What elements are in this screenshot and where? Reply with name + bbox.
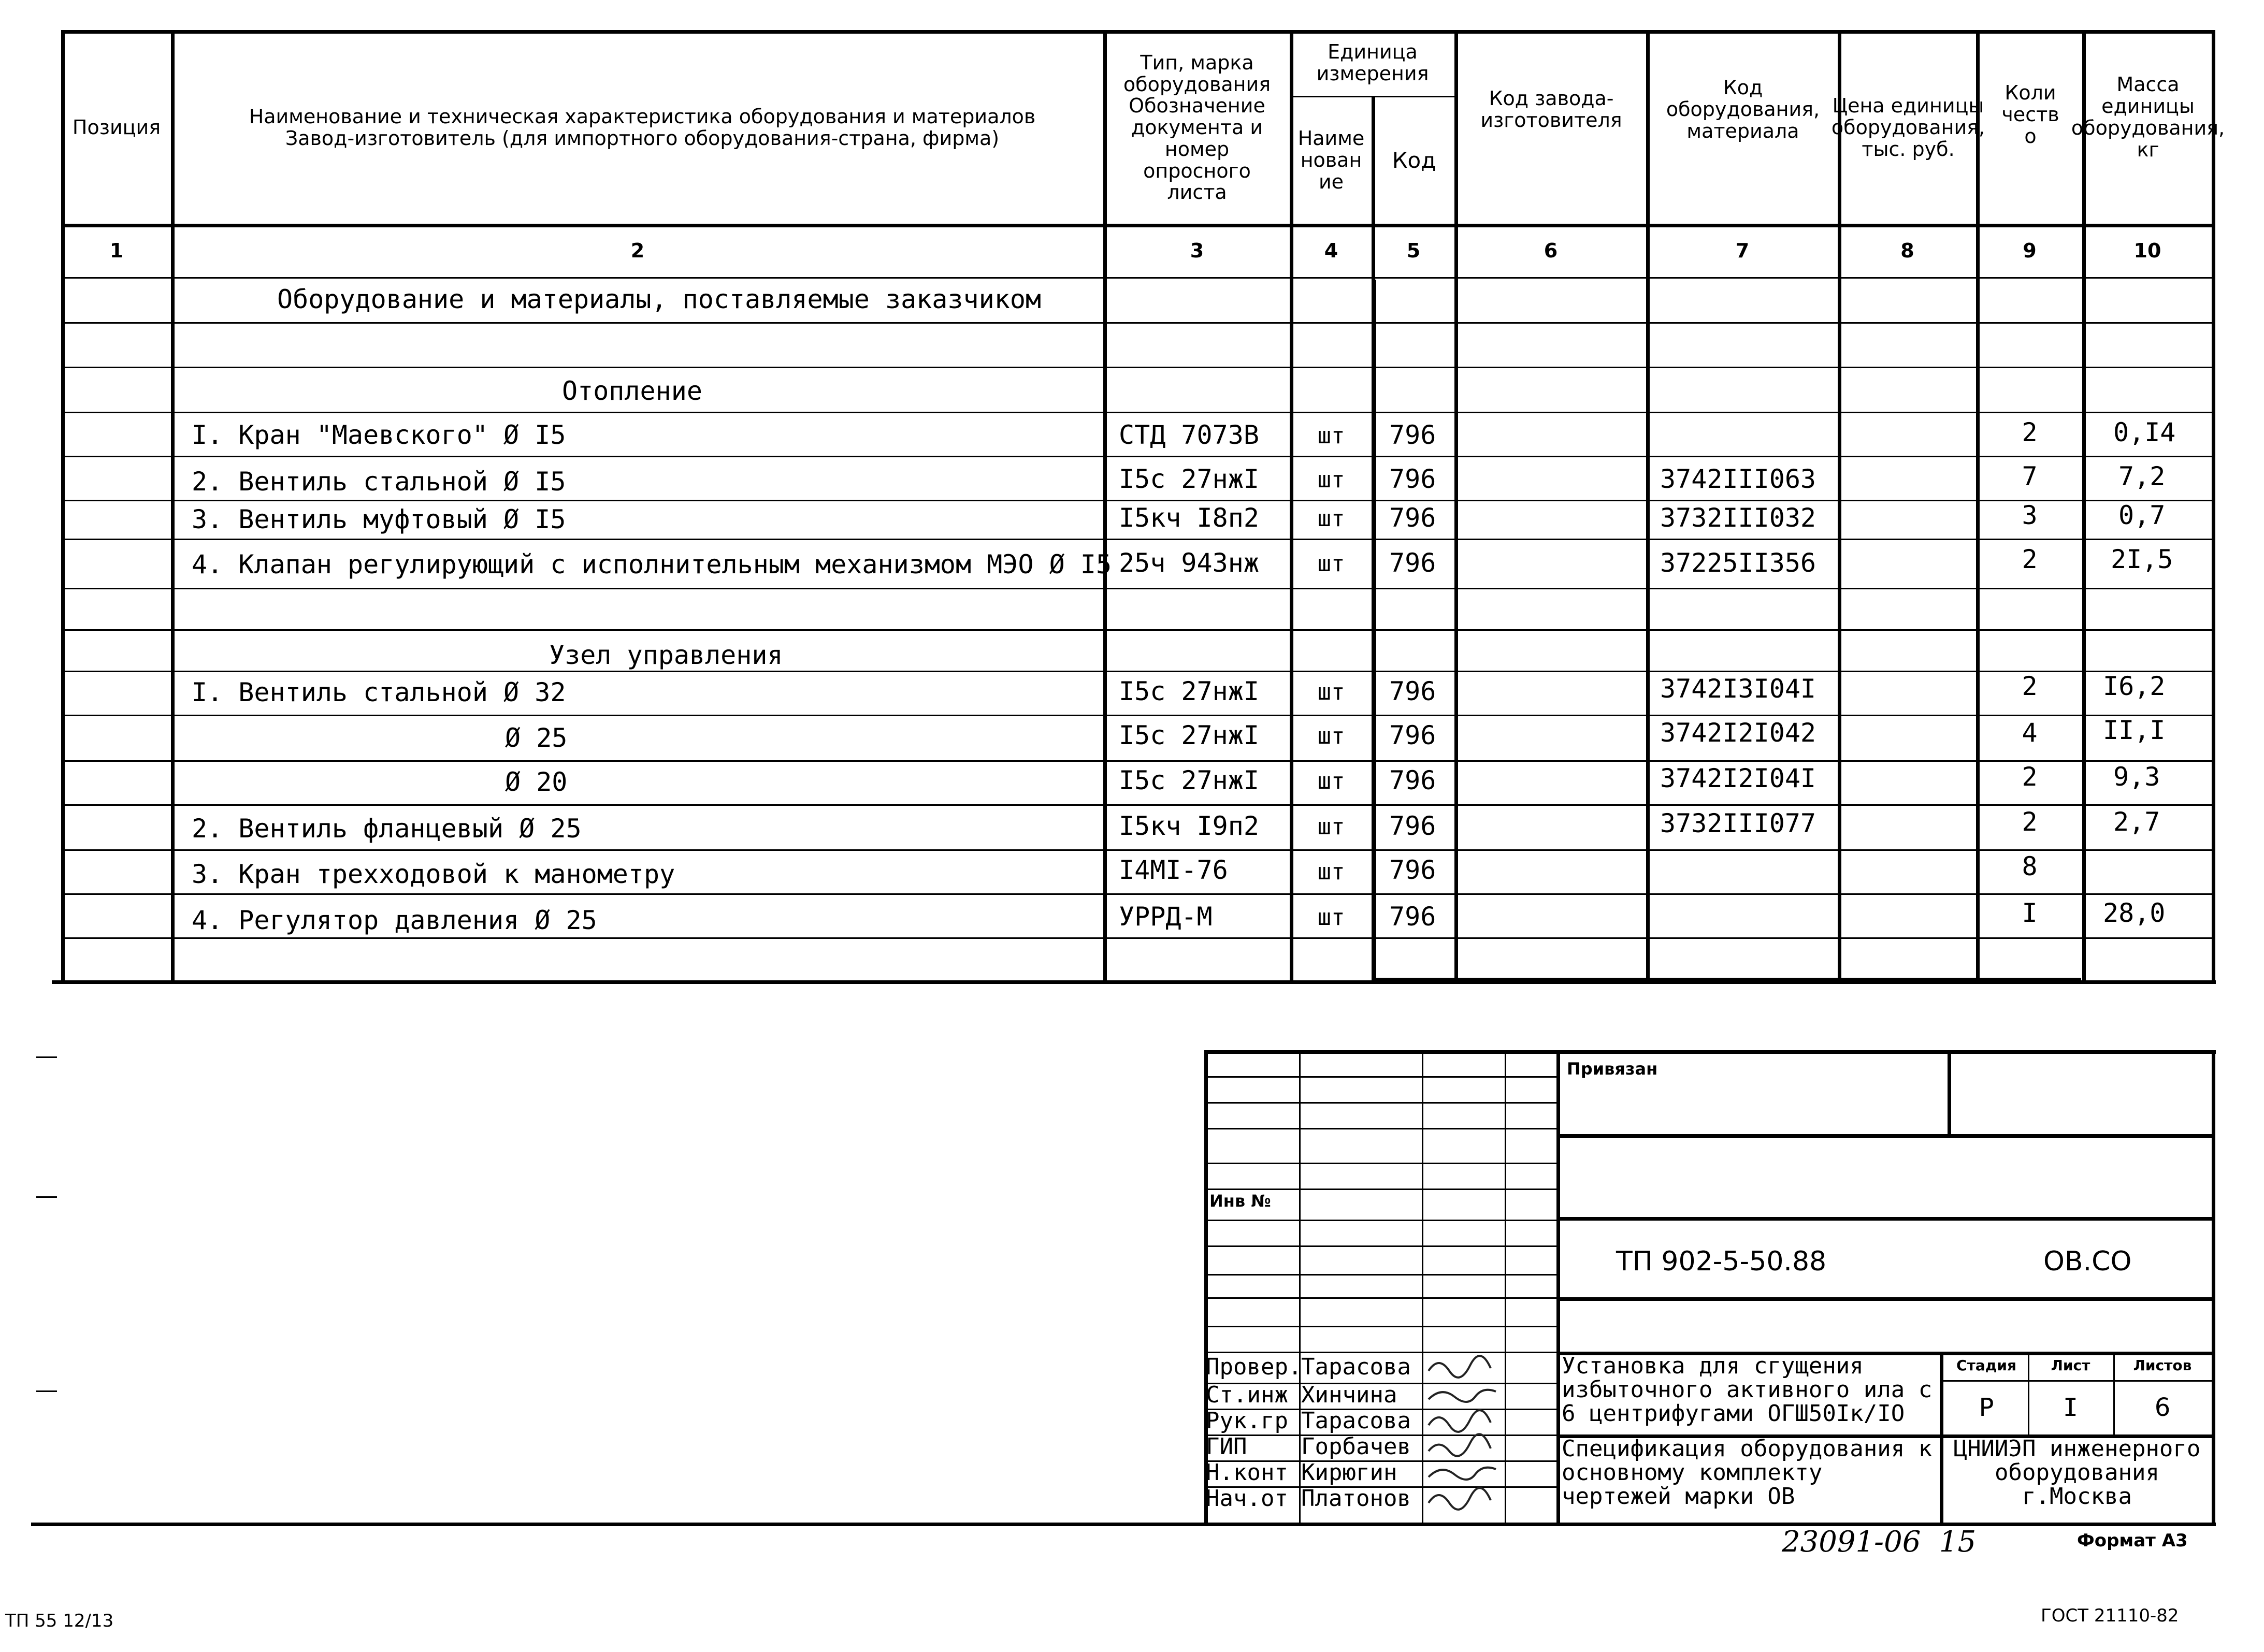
item-unit: шт — [1317, 768, 1345, 794]
item-name: I. Вентиль стальной Ø 32 — [192, 677, 566, 707]
header-type: Тип, марка оборудования Обозначение документа и номер опросного листа — [1123, 51, 1271, 204]
item-mass: I6,2 — [2103, 671, 2166, 701]
item-unit: шт — [1317, 467, 1345, 493]
item-unit: шт — [1317, 550, 1345, 577]
item-qty: I — [2022, 898, 2038, 928]
document-mark: ОВ.СО — [2043, 1246, 2132, 1277]
header-unit-group: Единица измерения — [1316, 40, 1429, 85]
column-number: 5 — [1406, 239, 1421, 262]
role-label: Рук.гр — [1206, 1408, 1288, 1434]
item-qty: 2 — [2022, 762, 2038, 792]
document-code: ТП 902-5-50.88 — [1616, 1246, 1827, 1277]
item-material-code: 3742I2I04I — [1660, 763, 1816, 793]
privyazan-label: Привязан — [1567, 1059, 1658, 1079]
stage-value: Р — [1979, 1393, 1994, 1422]
item-name: 4. Регулятор давления Ø 25 — [192, 905, 597, 935]
footer-left-code: ТП 55 12/13 — [5, 1611, 114, 1631]
item-qty: 3 — [2022, 500, 2038, 530]
item-code: 796 — [1389, 720, 1436, 750]
item-code: 796 — [1389, 503, 1436, 533]
stage-label: Стадия — [1956, 1357, 2016, 1374]
format-label: Формат А3 — [2077, 1530, 2188, 1551]
item-type: I5с 27нжI — [1119, 676, 1259, 706]
header-mass: Масса единицы оборудования, кг — [2071, 73, 2225, 161]
role-label: Провер. — [1206, 1354, 1302, 1380]
header-factory-code: Код завода-изготовителя — [1480, 87, 1622, 132]
sheet-value: I — [2063, 1393, 2078, 1422]
column-number: 7 — [1735, 239, 1750, 262]
item-mass: 2I,5 — [2111, 544, 2173, 574]
column-number: 6 — [1544, 239, 1558, 262]
item-mass: 2,7 — [2113, 807, 2160, 837]
item-type: I5с 27нжI — [1119, 720, 1259, 750]
column-number: 4 — [1324, 239, 1338, 262]
item-code: 796 — [1389, 420, 1436, 450]
role-label: Ст.инж — [1206, 1382, 1288, 1408]
item-name: I. Кран "Маевского" Ø I5 — [192, 420, 566, 450]
person-name: Платонов — [1301, 1485, 1411, 1512]
section-heading: Оборудование и материалы, поставляемые заказчиком — [277, 284, 1042, 314]
inventory-stamp: 23091-06 15 — [1782, 1525, 1977, 1559]
header-price: Цена единицы оборудования, тыс. руб. — [1831, 94, 1985, 161]
item-mass: 7,2 — [2118, 461, 2166, 491]
item-name: 4. Клапан регулирующий с исполнительным механизмом МЭО Ø I5 — [192, 549, 1112, 579]
person-name: Тарасова — [1301, 1408, 1411, 1434]
item-unit: шт — [1317, 904, 1345, 931]
item-name: 2. Вентиль стальной Ø I5 — [192, 467, 566, 497]
header-quantity: Количество — [2001, 81, 2059, 148]
role-label: ГИП — [1206, 1433, 1247, 1460]
column-number: 8 — [1900, 239, 1914, 262]
column-number: 9 — [2023, 239, 2037, 262]
column-number: 10 — [2133, 239, 2161, 262]
item-name: Ø 20 — [505, 767, 568, 797]
header-position: Позиция — [72, 116, 161, 139]
drawing-title: Установка для сгущения избыточного активного ила с 6 центрифугами ОГШ50Iк/IО — [1562, 1353, 1933, 1427]
item-type: I5кч I8п2 — [1119, 503, 1259, 533]
item-qty: 2 — [2022, 544, 2038, 574]
signature-scribbles — [1423, 1353, 1506, 1524]
person-name: Хинчина — [1301, 1382, 1397, 1408]
item-material-code: 3732III032 — [1660, 503, 1816, 533]
item-unit: шт — [1317, 723, 1345, 749]
item-code: 796 — [1389, 548, 1436, 578]
item-type: I5с 27нжI — [1119, 765, 1259, 795]
item-qty: 4 — [2022, 718, 2038, 748]
sheets-label: Листов — [2133, 1357, 2192, 1374]
item-mass: 9,3 — [2113, 762, 2160, 792]
item-material-code: 37225II356 — [1660, 548, 1816, 578]
item-code: 796 — [1389, 676, 1436, 706]
item-name: 2. Вентиль фланцевый Ø 25 — [192, 814, 582, 844]
item-qty: 2 — [2022, 671, 2038, 701]
item-unit: шт — [1317, 679, 1345, 705]
item-unit: шт — [1317, 505, 1345, 532]
sheet-label: Лист — [2051, 1357, 2090, 1374]
item-type: СТД 7073В — [1119, 420, 1259, 450]
item-material-code: 3742I3I04I — [1660, 674, 1816, 704]
role-label: Н.конт — [1206, 1459, 1288, 1486]
person-name: Кирюгин — [1301, 1459, 1397, 1486]
item-unit: шт — [1317, 814, 1345, 840]
item-unit: шт — [1317, 423, 1345, 449]
item-type: I5с 27нжI — [1119, 464, 1259, 494]
drawing-subtitle: Спецификация оборудования к основному комплекту чертежей марки ОВ — [1562, 1436, 1933, 1510]
item-mass: 0,7 — [2118, 500, 2166, 530]
item-name: 3. Вентиль муфтовый Ø I5 — [192, 504, 566, 534]
item-name: Ø 25 — [505, 723, 568, 753]
person-name: Горбачев — [1301, 1433, 1411, 1460]
header-name: Наименование и техническая характеристика оборудования и материалов Завод-изготовитель (для импортного оборудования-страна, фирма) — [249, 105, 1036, 150]
item-mass: II,I — [2103, 715, 2166, 745]
item-type: УРРД-М — [1119, 902, 1213, 932]
item-mass: 0,I4 — [2113, 417, 2176, 447]
item-code: 796 — [1389, 855, 1436, 885]
footer-gost: ГОСТ 21110-82 — [2041, 1605, 2179, 1626]
inventory-number-label: Инв № — [1209, 1191, 1271, 1211]
item-qty: 7 — [2022, 461, 2038, 491]
item-code: 796 — [1389, 464, 1436, 494]
item-type: I5кч I9п2 — [1119, 811, 1259, 841]
sheets-value: 6 — [2154, 1393, 2171, 1422]
header-material-code: Код оборудования, материала — [1666, 76, 1820, 142]
item-material-code: 3732III077 — [1660, 808, 1816, 838]
column-number: 2 — [630, 239, 645, 262]
role-label: Нач.от — [1206, 1485, 1288, 1512]
item-mass: 28,0 — [2103, 898, 2166, 928]
section-heading: Отопление — [562, 376, 702, 406]
item-type: 25ч 943нж — [1119, 548, 1259, 578]
item-qty: 2 — [2022, 417, 2038, 447]
header-unit-code: Код — [1392, 147, 1436, 173]
item-qty: 2 — [2022, 807, 2038, 837]
section-heading: Узел управления — [549, 640, 783, 670]
item-material-code: 3742III063 — [1660, 464, 1816, 494]
item-code: 796 — [1389, 765, 1436, 795]
item-unit: шт — [1317, 859, 1345, 885]
item-type: I4МI-76 — [1119, 855, 1228, 885]
column-number: 1 — [109, 239, 124, 262]
item-qty: 8 — [2022, 851, 2038, 881]
header-unit-name: Наименование — [1297, 127, 1365, 193]
item-name: 3. Кран трехходовой к манометру — [192, 859, 675, 889]
column-number: 3 — [1190, 239, 1204, 262]
organization: ЦНИИЭП инженерного оборудования г.Москва — [1953, 1436, 2201, 1510]
item-code: 796 — [1389, 902, 1436, 932]
item-material-code: 3742I2I042 — [1660, 718, 1816, 748]
person-name: Тарасова — [1301, 1354, 1411, 1380]
item-code: 796 — [1389, 811, 1436, 841]
